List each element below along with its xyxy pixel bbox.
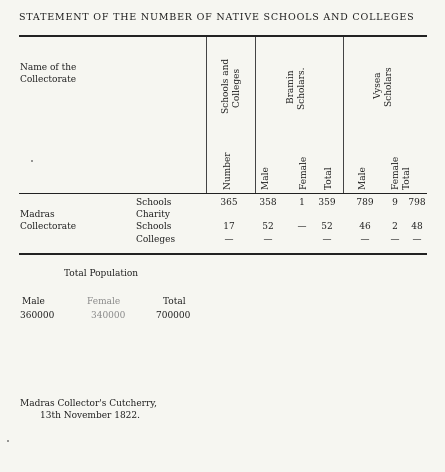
table-cell: 2 — [392, 222, 398, 232]
table-cell: 52 — [262, 222, 274, 232]
population-value-male: 360000 — [20, 311, 55, 321]
table-bottom-rule — [19, 253, 427, 255]
population-heading: Total Population — [64, 269, 139, 279]
col-divider-1 — [206, 37, 207, 193]
col-divider-2 — [255, 37, 256, 193]
group-header-vysea-line2: Scholars — [384, 67, 394, 107]
table-cell: 358 — [259, 198, 277, 208]
subcol-vysea-total: Total — [402, 167, 412, 190]
table-cell: — — [412, 235, 422, 245]
population-label-male: Male — [22, 297, 45, 307]
group-header-bramin-line2: Scholars. — [297, 67, 307, 110]
table-cell: 52 — [321, 222, 333, 232]
collectorate-name-line2: Collectorate — [20, 222, 77, 232]
row-label: Schools — [136, 198, 172, 208]
subcol-total: Total — [324, 167, 334, 190]
scan-speck — [7, 440, 9, 442]
col-divider-3 — [343, 37, 344, 193]
table-cell: 798 — [408, 198, 426, 208]
subcol-female: Female — [299, 156, 309, 190]
subcol-vysea-male: Male — [358, 167, 368, 190]
page-title: STATEMENT OF THE NUMBER OF NATIVE SCHOOLS AND COLLEGES — [19, 12, 415, 23]
population-label-female: Female — [87, 297, 121, 307]
subcol-number: Number — [223, 152, 233, 190]
name-col-header-line1: Name of the — [20, 63, 77, 73]
table-cell: — — [322, 235, 332, 245]
table-cell: 359 — [318, 198, 336, 208]
scan-speck — [31, 160, 33, 162]
footer-place: Madras Collector's Cutcherry, — [20, 399, 158, 409]
footer-date: 13th November 1822. — [40, 411, 140, 421]
table-cell: 46 — [359, 222, 371, 232]
table-cell: — — [224, 235, 234, 245]
row-label: Charity — [136, 210, 170, 220]
name-col-header-line2: Collectorate — [20, 75, 77, 85]
table-cell: 365 — [220, 198, 238, 208]
group-header-vysea-line1: Vysea — [373, 72, 383, 99]
table-cell: 17 — [223, 222, 235, 232]
table-cell: 1 — [299, 198, 305, 208]
table-cell: 48 — [411, 222, 423, 232]
group-header-schools-line2: Colleges — [232, 68, 242, 108]
row-label: Schools — [136, 222, 172, 232]
population-value-total: 700000 — [156, 311, 191, 321]
header-bottom-rule — [19, 193, 427, 194]
table-cell: — — [360, 235, 370, 245]
subcol-vysea-female: Female — [391, 156, 401, 190]
collectorate-name-line1: Madras — [20, 210, 55, 220]
population-value-female: 340000 — [91, 311, 126, 321]
population-label-total: Total — [163, 297, 186, 307]
table-top-rule — [19, 35, 427, 37]
group-header-schools-line1: Schools and — [221, 58, 231, 114]
group-header-bramin-line1: Bramin — [286, 70, 296, 104]
subcol-male: Male — [261, 167, 271, 190]
table-cell: — — [297, 222, 307, 232]
table-cell: 789 — [356, 198, 374, 208]
table-cell: — — [390, 235, 400, 245]
row-label: Colleges — [136, 235, 176, 245]
table-cell: — — [263, 235, 273, 245]
table-cell: 9 — [392, 198, 398, 208]
